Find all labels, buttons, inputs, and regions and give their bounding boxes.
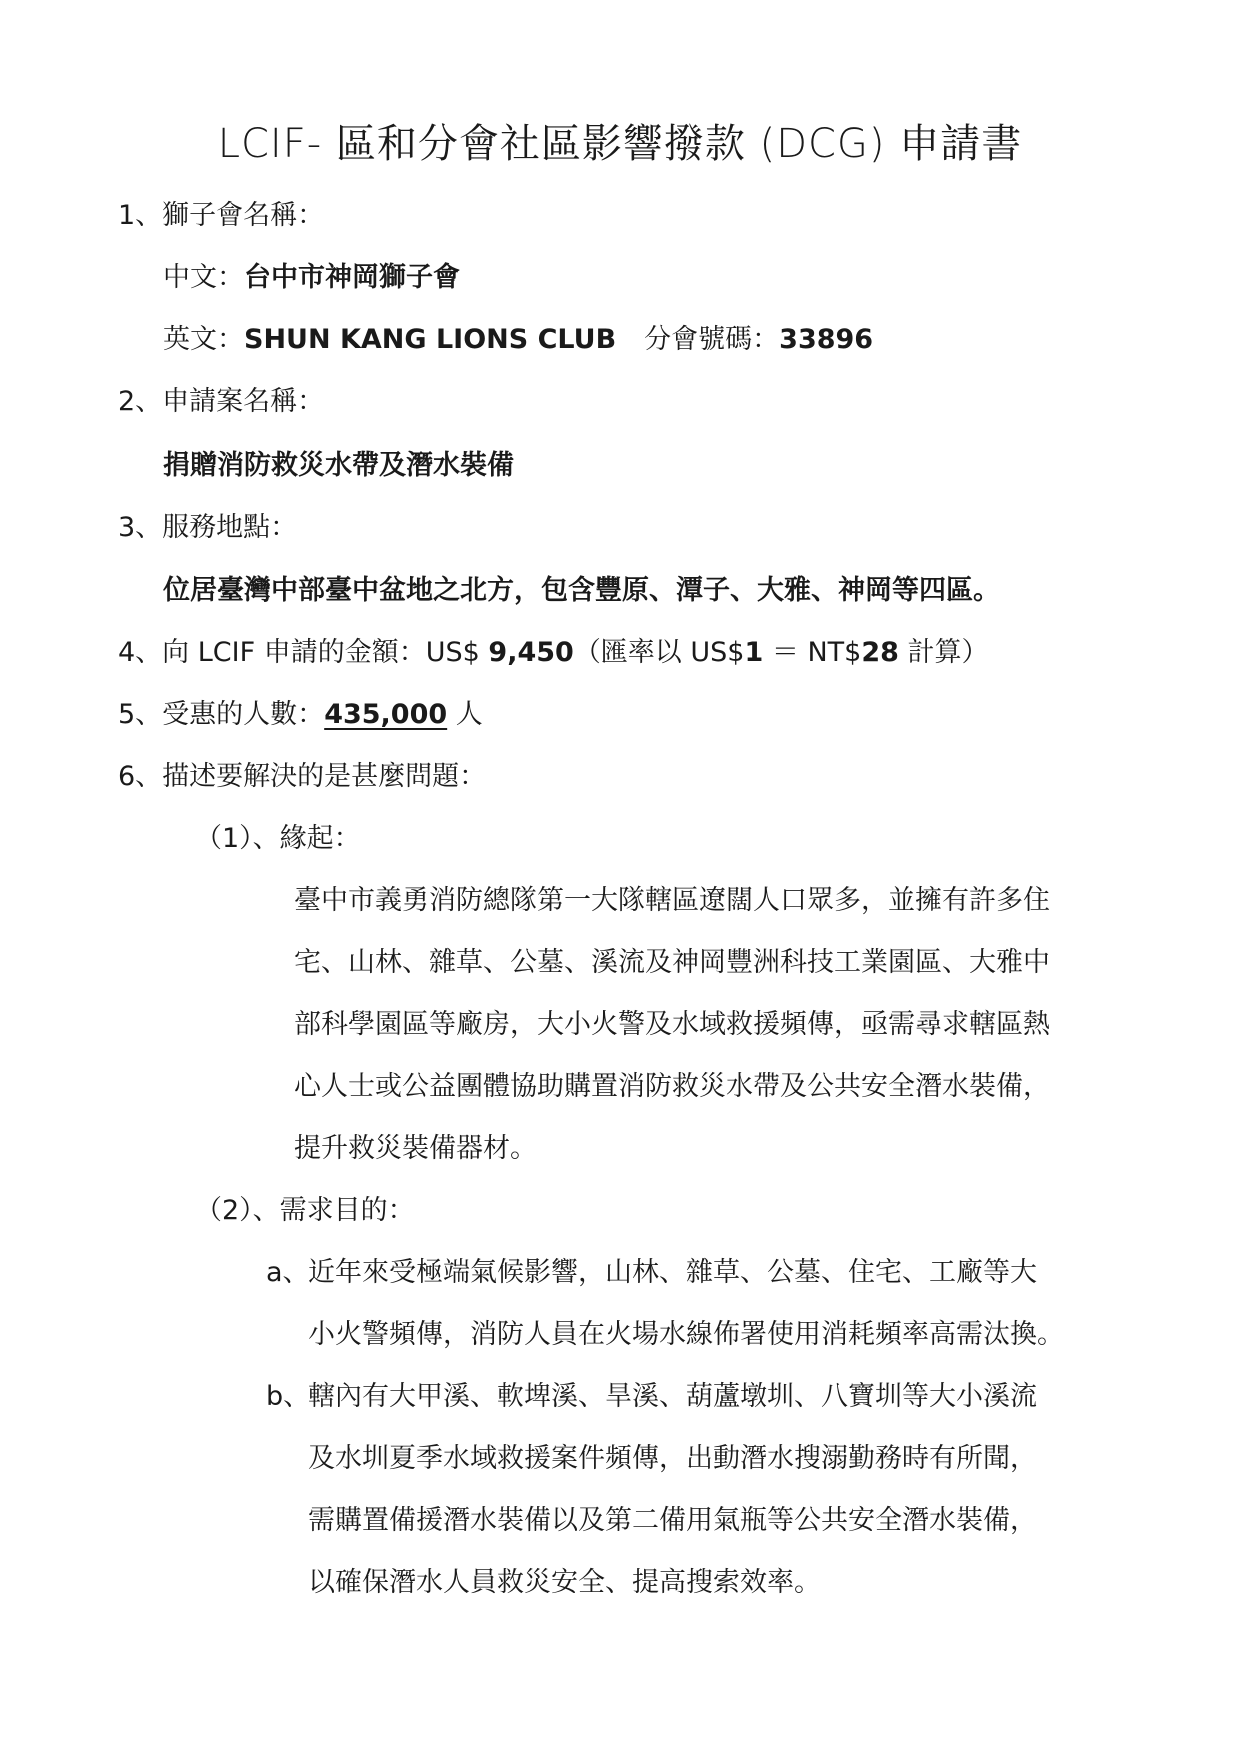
origin-paragraph xyxy=(294,870,1174,1180)
project-heading: 2、申請案名稱： xyxy=(118,386,325,417)
club-english-row xyxy=(163,320,873,360)
item-a-paragraph xyxy=(308,1242,1188,1366)
club-number: 33896 xyxy=(779,324,874,355)
item-a-marker: a、 xyxy=(266,1257,310,1288)
item-b-line: 及水圳夏季水域救援案件頻傳，出動潛水搜溺勤務時有所聞， xyxy=(308,1443,1037,1474)
rate-suffix: 計算） xyxy=(898,637,989,668)
origin-heading: （1）、緣起： xyxy=(195,823,361,854)
rate-prefix: （匯率以 US$ xyxy=(573,637,745,668)
origin-line: 宅、山林、雜草、公墓、溪流及神岡豐洲科技工業園區、大雅中 xyxy=(294,947,1050,978)
rate-usd: 1 xyxy=(744,637,764,668)
origin-line: 心人士或公益團體協助購置消防救災水帶及公共安全潛水裝備， xyxy=(294,1071,1050,1102)
rate-mid: ＝ NT$ xyxy=(763,637,862,668)
chinese-label: 中文： xyxy=(163,262,244,293)
origin-line: 臺中市義勇消防總隊第一大隊轄區遼闊人口眾多，並擁有許多住 xyxy=(294,885,1050,916)
club-chinese-row xyxy=(163,258,460,298)
beneficiaries-unit: 人 xyxy=(447,699,483,730)
english-label: 英文： xyxy=(163,324,244,355)
amount-label: 4、向 LCIF 申請的金額：US$ xyxy=(118,637,489,668)
beneficiaries-label: 5、受惠的人數： xyxy=(118,699,325,730)
beneficiaries-row xyxy=(118,695,483,735)
item-b-line: 以確保潛水人員救災安全、提高搜索效率。 xyxy=(308,1567,821,1598)
club-number-label: 分會號碼： xyxy=(644,324,780,355)
amount-row xyxy=(118,633,989,673)
english-name: SHUN KANG LIONS CLUB xyxy=(244,324,617,355)
item-b-line: 需購置備援潛水裝備以及第二備用氣瓶等公共安全潛水裝備， xyxy=(308,1505,1037,1536)
item-b-line: 轄內有大甲溪、軟埤溪、旱溪、葫蘆墩圳、八寶圳等大小溪流 xyxy=(308,1381,1037,1412)
rate-ntd: 28 xyxy=(861,637,899,668)
document-title: LCIF- 區和分會社區影響撥款 (DCG) 申請書 xyxy=(217,121,1023,167)
chinese-name: 台中市神岡獅子會 xyxy=(244,262,460,293)
item-a-line: 近年來受極端氣候影響，山林、雜草、公墓、住宅、工廠等大 xyxy=(308,1257,1037,1288)
club-name-heading: 1、獅子會名稱： xyxy=(118,200,325,231)
origin-line: 部科學園區等廠房，大小火警及水域救援頻傳，亟需尋求轄區熱 xyxy=(294,1009,1050,1040)
location-heading: 3、服務地點： xyxy=(118,512,298,543)
purpose-heading: （2）、需求目的： xyxy=(195,1195,415,1226)
problem-heading: 6、描述要解決的是甚麼問題： xyxy=(118,761,487,792)
location-text: 位居臺灣中部臺中盆地之北方，包含豐原、潭子、大雅、神岡等四區。 xyxy=(163,575,1000,606)
item-a-line: 小火警頻傳，消防人員在火場水線佈署使用消耗頻率高需汰換。 xyxy=(308,1319,1064,1350)
amount-value: 9,450 xyxy=(488,637,574,668)
item-b-paragraph xyxy=(308,1366,1188,1614)
item-b-marker: b、 xyxy=(266,1381,311,1412)
origin-line: 提升救災裝備器材。 xyxy=(294,1133,537,1164)
beneficiaries-value: 435,000 xyxy=(324,699,448,730)
project-name: 捐贈消防救災水帶及潛水裝備 xyxy=(163,450,514,481)
